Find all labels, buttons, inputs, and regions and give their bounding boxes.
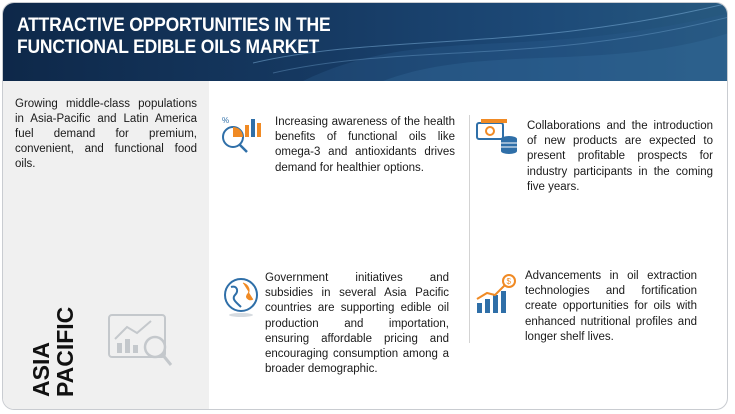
- card-text: Increasing awareness of the health benefits of functional oils like omega-3 and antioxidants drives demand for healthier options.: [275, 116, 455, 174]
- card-text: Advancements in oil extraction technologies and fortification create opportunities for oils with enhanced nutritional profiles and longer shelf lives.: [525, 270, 697, 343]
- region-description: Growing middle-class populations in Asia-Pacific and Latin America fuel demand for premium, convenient, and functional food oils.: [15, 98, 197, 170]
- card-text: Collaborations and the introduction of new products are expected to present profitable prospects for industry participants in the coming five years.: [527, 120, 713, 193]
- region-label: [17, 293, 77, 401]
- title-line-2: FUNCTIONAL EDIBLE OILS MARKET: [17, 37, 320, 58]
- globe-icon: [221, 275, 265, 319]
- analytics-icon: [219, 111, 263, 155]
- header-banner: [3, 3, 728, 81]
- svg-text:$: $: [506, 277, 511, 286]
- region-line-1: ASIA: [28, 342, 54, 397]
- card-text: Government initiatives and subsidies in several Asia Pacific countries are supporting edible oil production and importation, ensuring affordable pricing and encouraging consumption among a broader demographic.: [265, 272, 449, 376]
- region-sidebar: [3, 81, 209, 410]
- money-stack-icon: [475, 113, 519, 157]
- title-line-1: ATTRACTIVE OPPORTUNITIES IN THE: [17, 15, 331, 36]
- presentation-analytics-icon: [103, 309, 183, 373]
- region-line-2: PACIFIC: [52, 306, 77, 397]
- infographic-frame: [2, 2, 728, 410]
- growth-chart-icon: [473, 273, 517, 317]
- column-divider: [469, 115, 470, 343]
- page-title: [17, 15, 403, 59]
- svg-text:%: %: [222, 116, 230, 125]
